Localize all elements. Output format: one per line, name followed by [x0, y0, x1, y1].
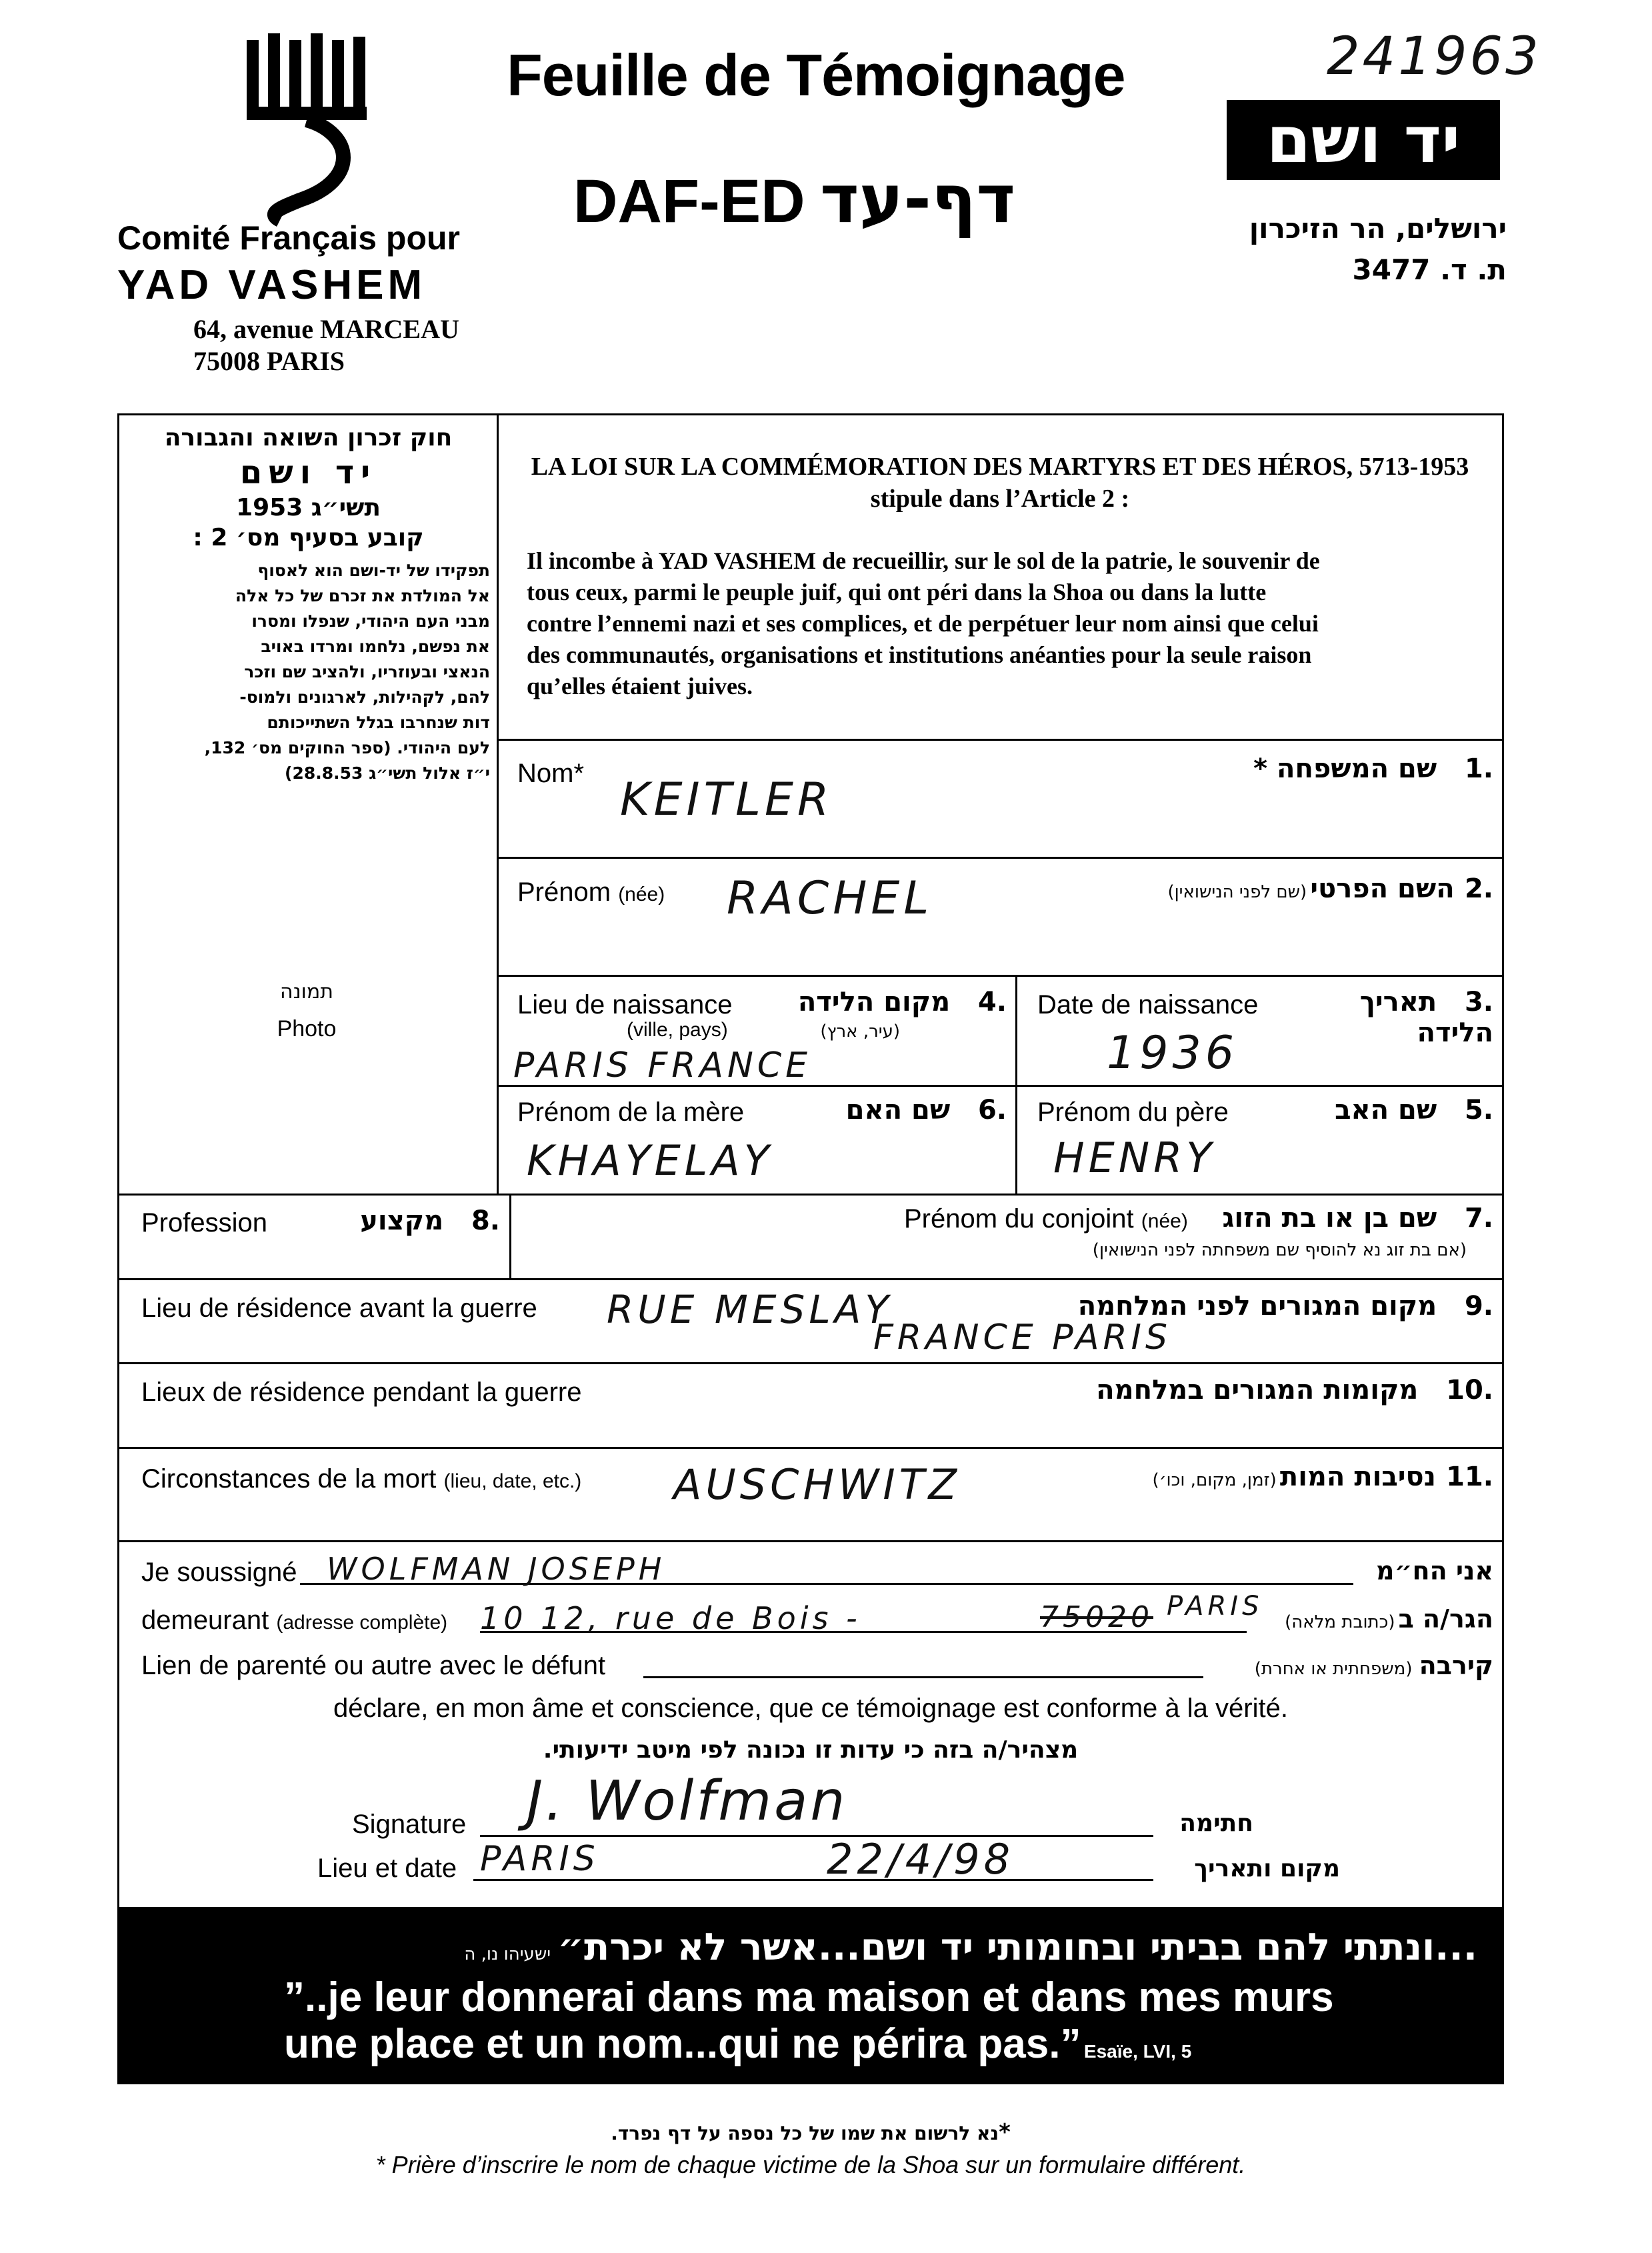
field-9-hebrew-text: מקום המגורים לפני המלחמה [1077, 1291, 1437, 1322]
yad-vashem-logo-text: יד ושם [1266, 103, 1461, 177]
banner-ref: Esaïe, LVI, 5 [1083, 2041, 1192, 2062]
lieu-date-hebrew: מקום ותאריך [1194, 1855, 1340, 1882]
law-french-title: LA LOI SUR LA COMMÉMORATION DES MARTYRS ET DES HÉROS, 5713-1953 [531, 453, 1469, 481]
field-4-hebrew-sub: (עיר, ארץ) [820, 1021, 900, 1041]
law-hebrew-block [127, 424, 490, 786]
field-6-label: Prénom de la mère [517, 1097, 745, 1127]
field-2-hebrew [1000, 873, 1493, 904]
field-3-num: .3 [1464, 987, 1493, 1017]
field-7-hebrew-text: שם בן או בת הזוג [1222, 1203, 1437, 1234]
field-2-label-text: Prénom [517, 877, 611, 907]
field-7-sub: (née) [1141, 1210, 1188, 1232]
law-french-body-line: tous ceux, parmi le peuple juif, qui ont péri dans la Shoa ou dans la lutte [527, 579, 1267, 605]
demeurant-hebrew [1247, 1604, 1493, 1634]
field-8-label: Profession [141, 1208, 267, 1238]
field-10-num: .10 [1446, 1375, 1493, 1406]
lien-hebrew-sub: (משפחתית או אחרת) [1254, 1659, 1413, 1679]
lieu-value[interactable]: PARIS [480, 1839, 599, 1879]
field-1-star: * [573, 759, 585, 788]
footer-hebrew-row [117, 2119, 1504, 2146]
field-5-num: .5 [1464, 1095, 1493, 1125]
field-9-num: .9 [1464, 1291, 1493, 1322]
field-1-hebrew-text: שם המשפחה [1277, 753, 1437, 784]
date-value[interactable]: 22/4/98 [827, 1835, 1015, 1884]
field-10-hebrew [1067, 1375, 1493, 1406]
lieu-date-label: Lieu et date [317, 1854, 457, 1883]
photo-label: Photo [277, 1016, 337, 1041]
demeurant-hebrew-sub: (כתובת מלאה) [1285, 1612, 1395, 1632]
footer-hebrew-star: * [999, 2119, 1011, 2146]
law-hebrew-body-line: דות שנחרבו בגלל השתייכותם [267, 713, 490, 732]
demeurant-hebrew-text: הגר/ה ב [1398, 1604, 1493, 1634]
law-hebrew-body [127, 558, 490, 786]
address-line1: 64, avenue MARCEAU [193, 314, 459, 344]
banner-line2: une place et un nom...qui ne périra pas.” [284, 2021, 1081, 2067]
demeurant-sub: (adresse complète) [276, 1612, 448, 1634]
subtitle-hebrew: דף-עד [820, 160, 1016, 238]
lien-hebrew-text: קירבה [1419, 1651, 1493, 1680]
field-5-hebrew [1280, 1095, 1493, 1125]
law-hebrew-body-line: תפקידו של יד-ושם הוא לאסוף [257, 561, 490, 580]
field-11-hebrew-sub: (זמן, מקום, וכו׳) [1152, 1470, 1277, 1490]
field-6-value[interactable]: KHAYELAY [527, 1136, 773, 1185]
field-6-hebrew [747, 1095, 1007, 1125]
banner-hebrew: ...ונתתי להם בביתי ובחומותי יד ושם...אשר לא יכרת״ [557, 1926, 1477, 1969]
declare-he: מצהיר/ה בזה כי עדות זו נכונה לפי מיטב ידיעותי. [543, 1736, 1079, 1764]
yad-vashem-logo-box [1227, 100, 1500, 180]
law-hebrew-body-line: מבני העם היהודי, שנפלו ומסרו [251, 611, 490, 631]
law-hebrew-body-line: להם, לקהילות, לארגונים ולמוס- [239, 687, 490, 707]
field-4-num: .4 [977, 987, 1007, 1017]
field-9-label: Lieu de résidence avant la guerre [141, 1294, 537, 1323]
footer-hebrew: נא לרשום את שמו של כל נספה על דף נפרד. [611, 2122, 999, 2144]
signature-hebrew: חתימה [1179, 1810, 1253, 1837]
field-1-label-text: Nom [517, 759, 574, 788]
soussigne-hebrew: אני הח״מ [1376, 1556, 1493, 1586]
field-2-hebrew-sub: (שם לפני הנישואין) [1167, 882, 1307, 902]
field-11-value[interactable]: AUSCHWITZ [673, 1460, 961, 1509]
page-title: Feuille de Témoignage [507, 42, 1125, 108]
field-1-num: .1 [1464, 753, 1493, 784]
field-1-hebrew-star: * [1253, 753, 1268, 784]
field-8-num: .8 [471, 1206, 500, 1236]
quote-banner [117, 1907, 1504, 2084]
law-hebrew-body-line: י״ז אלול תשי״ג 28.8.53) [285, 763, 490, 783]
field-1-label [517, 759, 584, 789]
law-hebrew-body-line: אל המולדת את זכרם של כל אלה [235, 586, 490, 605]
field-8-hebrew-text: מקצוע [360, 1206, 444, 1236]
soussigne-label: Je soussigné [141, 1558, 297, 1587]
field-2-num: .2 [1464, 873, 1493, 904]
field-11-label-text: Circonstances de la mort [141, 1464, 437, 1494]
demeurant-value[interactable]: 10 12, rue de Bois - [480, 1600, 861, 1636]
field-7-hebrew [1220, 1203, 1493, 1234]
field-3-hebrew [1280, 987, 1493, 1048]
law-french-subtitle: stipule dans l’Article 2 : [870, 485, 1130, 513]
field-7-label-text: Prénom du conjoint [904, 1204, 1134, 1234]
lien-label: Lien de parenté ou autre avec le défunt [141, 1651, 606, 1680]
field-3-label: Date de naissance [1037, 990, 1259, 1019]
law-hebrew-line1: חוק זכרון השואה והגבורה [164, 424, 453, 451]
field-7-label [904, 1204, 1188, 1234]
footer-french: * Prière d’inscrire le nom de chaque victime de la Shoa sur un formulaire différent. [375, 2151, 1246, 2178]
field-7-hebrew-sub: (אם בת זוג נא להוסיף שם משפחתה לפני הנישואין) [1092, 1240, 1467, 1260]
law-hebrew-line3: תשי״ג 1953 [236, 494, 381, 521]
law-hebrew-body-line: הנאצי ובעוזריו, ולהציב שם וזכר [244, 662, 490, 681]
declare-fr: déclare, en mon âme et conscience, que ce témoignage est conforme à la vérité. [333, 1694, 1288, 1723]
field-4-value[interactable]: PARIS FRANCE [513, 1045, 812, 1085]
field-4-sub: (ville, pays) [627, 1019, 728, 1041]
law-hebrew-line2: יד ושם [239, 454, 377, 491]
field-2-label [517, 877, 665, 907]
demeurant-label [141, 1606, 447, 1636]
law-hebrew-body-line: לעם היהודי. (ספר החוקים מס׳ 132, [204, 738, 490, 757]
signature-value[interactable]: J. Wolfman [527, 1770, 848, 1833]
law-french-body-line: contre l’ennemi nazi et ses complices, et de perpétuer leur nom ainsi que celui [527, 610, 1319, 637]
po-box: ת. ד. 3477 [1352, 253, 1507, 286]
law-hebrew-body-line: את נפשם, נלחמו ומרדו באויב [261, 637, 490, 656]
field-3-value[interactable]: 1936 [1107, 1027, 1239, 1079]
field-6-num: .6 [977, 1095, 1007, 1125]
lien-hebrew [1207, 1651, 1493, 1680]
field-11-sub: (lieu, date, etc.) [443, 1470, 582, 1492]
subtitle-latin: DAF-ED [573, 167, 805, 235]
law-french-body [527, 545, 1473, 702]
registry-number: 241963 [1327, 27, 1541, 87]
banner-line2-row [284, 2020, 1191, 2068]
field-1-value[interactable]: KEITLER [620, 773, 833, 826]
photo-hebrew-label: תמונה [280, 980, 333, 1003]
field-11-num: .11 [1446, 1462, 1493, 1492]
field-4-hebrew-text: מקום הלידה [797, 987, 951, 1017]
banner-hebrew-row [344, 1926, 1477, 1969]
jerusalem-line: ירושלים, הר הזיכרון [1249, 212, 1507, 245]
demeurant-label-text: demeurant [141, 1606, 269, 1635]
field-5-hebrew-text: שם האב [1335, 1095, 1437, 1125]
field-3-hebrew-text: תאריך הלידה [1359, 987, 1493, 1048]
field-1-hebrew [1133, 753, 1493, 784]
demeurant-value2[interactable]: PARIS [1167, 1591, 1263, 1622]
field-11-hebrew [1040, 1462, 1493, 1492]
field-4-label: Lieu de naissance [517, 990, 733, 1019]
demeurant-struck: 75020 [1040, 1600, 1153, 1634]
field-2-hebrew-text: השם הפרטי [1310, 873, 1455, 904]
field-2-sub: (née) [618, 883, 665, 905]
field-10-hebrew-text: מקומות המגורים במלחמה [1096, 1375, 1419, 1406]
banner-hebrew-ref: ישעיהו נו, ה [464, 1944, 551, 1964]
committee-line2: YAD VASHEM [117, 262, 427, 308]
law-french-body-line: Il incombe à YAD VASHEM de recueillir, sur le sol de la patrie, le souvenir de [527, 547, 1320, 574]
field-11-label [141, 1464, 581, 1494]
field-4-hebrew [747, 987, 1007, 1017]
field-9-value[interactable]: RUE MESLAY [607, 1287, 893, 1332]
field-9-value2[interactable]: FRANCE PARIS [873, 1318, 1172, 1358]
signature-label: Signature [352, 1810, 467, 1839]
field-8-hebrew [280, 1206, 500, 1236]
committee-line1: Comité Français pour [117, 219, 460, 257]
law-hebrew-line4: קובע בסעיף מס׳ 2 : [193, 524, 424, 551]
field-10-label: Lieux de résidence pendant la guerre [141, 1378, 582, 1407]
address-line2: 75008 PARIS [193, 346, 345, 376]
field-5-label: Prénom du père [1037, 1097, 1229, 1127]
field-2-value[interactable]: RACHEL [727, 872, 933, 925]
field-11-hebrew-text: נסיבות המות [1279, 1462, 1436, 1492]
field-7-num: .7 [1464, 1203, 1493, 1234]
banner-line1: ”..je leur donnerai dans ma maison et dans mes murs [284, 1974, 1334, 2020]
law-french-body-line: qu’elles étaient juives. [527, 673, 753, 699]
field-5-value[interactable]: HENRY [1053, 1134, 1216, 1182]
law-french-body-line: des communautés, organisations et institutions anéanties pour la seule raison [527, 641, 1312, 668]
menorah-logo [227, 27, 387, 227]
soussigne-value[interactable]: WOLFMAN JOSEPH [327, 1551, 666, 1587]
field-6-hebrew-text: שם האם [845, 1095, 951, 1125]
